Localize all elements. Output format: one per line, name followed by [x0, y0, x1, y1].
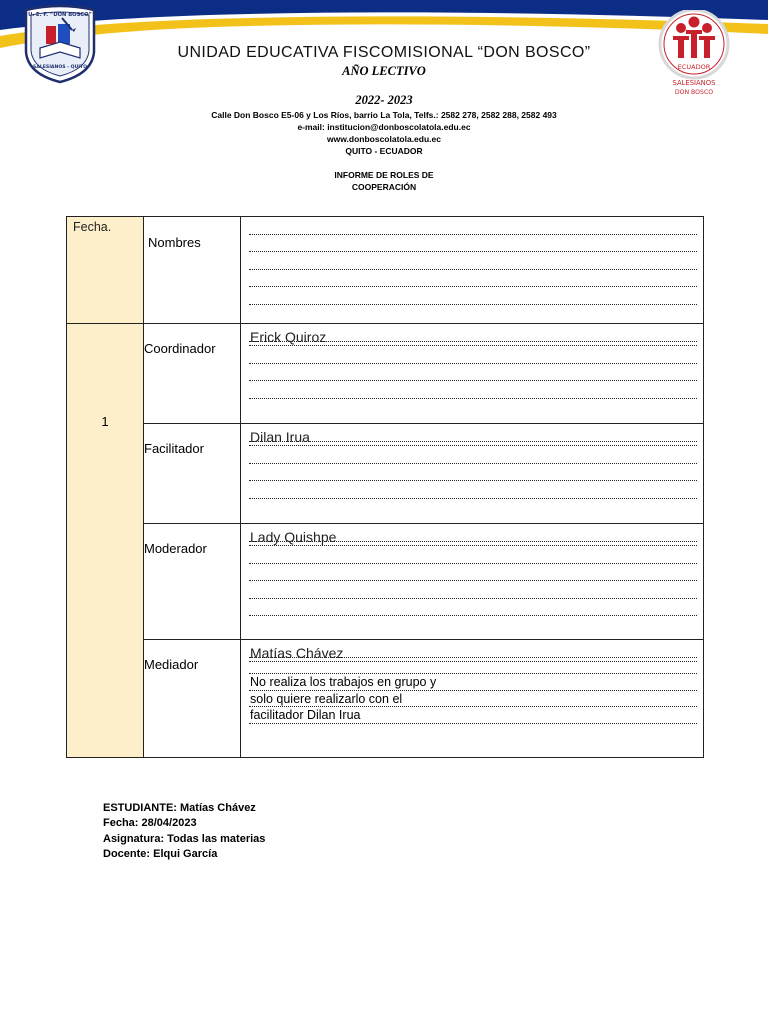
blank-line: [249, 464, 697, 482]
blank-line: [249, 481, 697, 499]
fecha-cell: [67, 217, 144, 324]
roles-table: [66, 216, 704, 758]
logo-left-text-top: U. E. F. “DON BOSCO”: [28, 12, 92, 18]
fecha-label: Fecha.: [73, 220, 112, 234]
blank-line: [249, 546, 697, 564]
role-label-mediador: Mediador: [144, 657, 199, 672]
school-email: e-mail: institucion@donboscolatola.edu.ec: [297, 122, 471, 132]
table-row-nombres: [67, 217, 704, 324]
student-name: ESTUDIANTE: Matías Chávez: [103, 802, 256, 814]
school-year: 2022- 2023: [355, 93, 413, 107]
nombres-lines-cell: [241, 217, 704, 324]
name-line: [249, 329, 697, 347]
logo-right-caption2: DON BOSCO: [674, 89, 714, 96]
facilitador-name: Dilan Irua: [250, 428, 310, 445]
blank-line: [249, 581, 697, 599]
role-label-moderador: Moderador: [144, 541, 207, 556]
role-label-coordinador: Coordinador: [144, 341, 216, 356]
school-year-label: AÑO LECTIVO: [342, 64, 426, 78]
blank-line: [249, 599, 697, 617]
school-shield-logo: [22, 4, 98, 84]
table-row-coordinador: [67, 324, 704, 424]
role-cell: [144, 524, 241, 640]
blank-line: [249, 564, 697, 582]
report-date: Fecha: 28/04/2023: [103, 817, 197, 829]
role-lines-cell: [241, 524, 704, 640]
school-website: www.donboscolatola.edu.ec: [327, 134, 441, 144]
blank-line: [249, 346, 697, 364]
blank-line: [249, 252, 697, 270]
role-cell: [144, 324, 241, 424]
logo-right-text: ECUADOR: [677, 63, 711, 71]
blank-line: [249, 217, 697, 235]
blank-line: [249, 270, 697, 288]
group-number: 1: [101, 414, 109, 429]
teacher: Docente: Elqui García: [103, 848, 218, 860]
role-lines-cell: [241, 640, 704, 758]
blank-line: [249, 446, 697, 464]
role-label-facilitador: Facilitador: [144, 441, 204, 456]
blank-line: [249, 381, 697, 399]
table-row-moderador: [67, 524, 704, 640]
school-address: Calle Don Bosco E5-06 y Los Ríos, barrio La Tola, Telfs.: 2582 278, 2582 288, 2582 493: [211, 110, 557, 120]
mediador-note-line: facilitador Dilan Irua: [249, 707, 697, 724]
role-cell: [144, 424, 241, 524]
report-title-line2: COOPERACIÓN: [351, 182, 417, 192]
role-cell: [144, 640, 241, 758]
role-lines-cell: [241, 424, 704, 524]
report-title-line1: INFORME DE ROLES DE: [334, 170, 434, 180]
table-row-mediador: [67, 640, 704, 758]
blank-line: [249, 662, 697, 674]
mediador-note-line: solo quiere realizarlo con el: [249, 691, 697, 708]
school-name: UNIDAD EDUCATIVA FISCOMISIONAL “DON BOSCO”: [177, 44, 591, 61]
blank-line: [249, 364, 697, 382]
name-line: [249, 645, 697, 663]
name-line: [249, 529, 697, 547]
blank-line: [249, 287, 697, 305]
nombres-label: Nombres: [148, 235, 201, 250]
coordinador-name: Erick Quiroz: [250, 328, 327, 345]
name-line: [249, 429, 697, 447]
nombres-label-cell: [144, 217, 241, 324]
group-number-cell: [67, 324, 144, 758]
table-row-facilitador: [67, 424, 704, 524]
logo-right-caption1: SALESIANOS: [672, 79, 716, 87]
subject: Asignatura: Todas las materias: [103, 833, 266, 845]
role-lines-cell: [241, 324, 704, 424]
mediador-note-line: No realiza los trabajos en grupo y: [249, 674, 697, 691]
school-city: QUITO - ECUADOR: [345, 146, 423, 156]
moderador-name: Lady Quishpe: [250, 528, 337, 545]
mediador-name: Matías Chávez: [250, 644, 344, 661]
logo-left-text-bottom: SALESIANOS - QUITO: [32, 65, 88, 70]
blank-line: [249, 235, 697, 253]
